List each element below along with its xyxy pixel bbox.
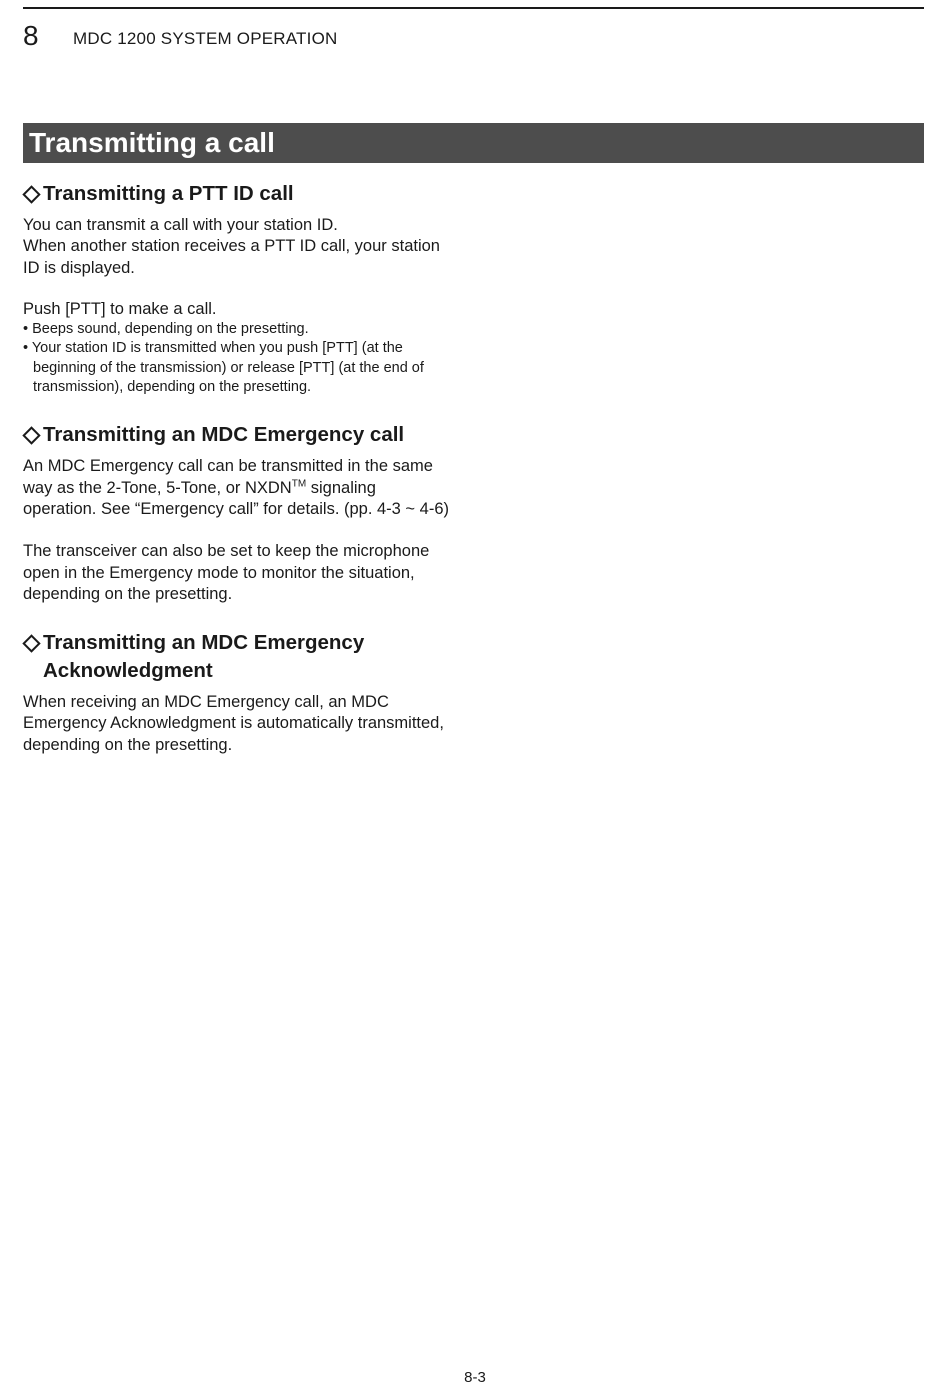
emergency-call-para1	[23, 456, 453, 520]
trademark-superscript: TM	[291, 478, 307, 490]
ptt-id-intro-line1: You can transmit a call with your station ID.	[23, 216, 338, 234]
emergency-call-para1-text-cont: signaling operation. See “Emergency call” for details. (pp. 4-3 ~ 4-6)	[23, 478, 449, 518]
emergency-call-para2: The transceiver can also be set to keep the microphone open in the Emergency mode to monitor the situation, depending on the presetting.	[23, 542, 430, 603]
emergency-ack-heading-line1: Transmitting an MDC Emergency	[43, 631, 365, 655]
main-content	[23, 180, 453, 756]
emergency-ack-para1: When receiving an MDC Emergency call, an MDC Emergency Acknowledgment is automatically transmitted, depending on the presetting.	[23, 693, 444, 754]
section-title-bar	[23, 123, 924, 163]
diamond-icon	[22, 427, 40, 445]
chapter-number: 8	[23, 20, 39, 51]
chapter-title: MDC 1200 SYSTEM OPERATION	[73, 29, 338, 48]
ptt-id-bullet-station-id: • Your station ID is transmitted when you push [PTT] (at the beginning of the transmission) or release [PTT] (at the end of transmission), depending on the presetting.	[23, 340, 424, 396]
emergency-call-heading	[23, 421, 453, 449]
diamond-icon	[22, 634, 40, 652]
emergency-ack-heading-line2: Acknowledgment	[43, 659, 213, 683]
ptt-id-heading-text: Transmitting a PTT ID call	[43, 182, 294, 205]
emergency-call-para1-text: An MDC Emergency call can be transmitted in the same way as the 2-Tone, 5-Tone, or NXDN	[23, 457, 433, 497]
emergency-ack-heading	[23, 629, 453, 685]
ptt-id-intro-line2: When another station receives a PTT ID call, your station ID is displayed.	[23, 237, 440, 277]
section-title: Transmitting a call	[29, 127, 275, 158]
diamond-icon	[22, 185, 40, 203]
page-number: 8-3	[464, 1369, 486, 1386]
ptt-id-bullet-beeps: • Beeps sound, depending on the presetting.	[23, 321, 309, 338]
emergency-call-heading-text: Transmitting an MDC Emergency call	[43, 423, 405, 447]
header-rule	[23, 7, 924, 9]
ptt-id-instruction: Push [PTT] to make a call.	[23, 299, 217, 318]
ptt-id-heading	[23, 180, 453, 208]
